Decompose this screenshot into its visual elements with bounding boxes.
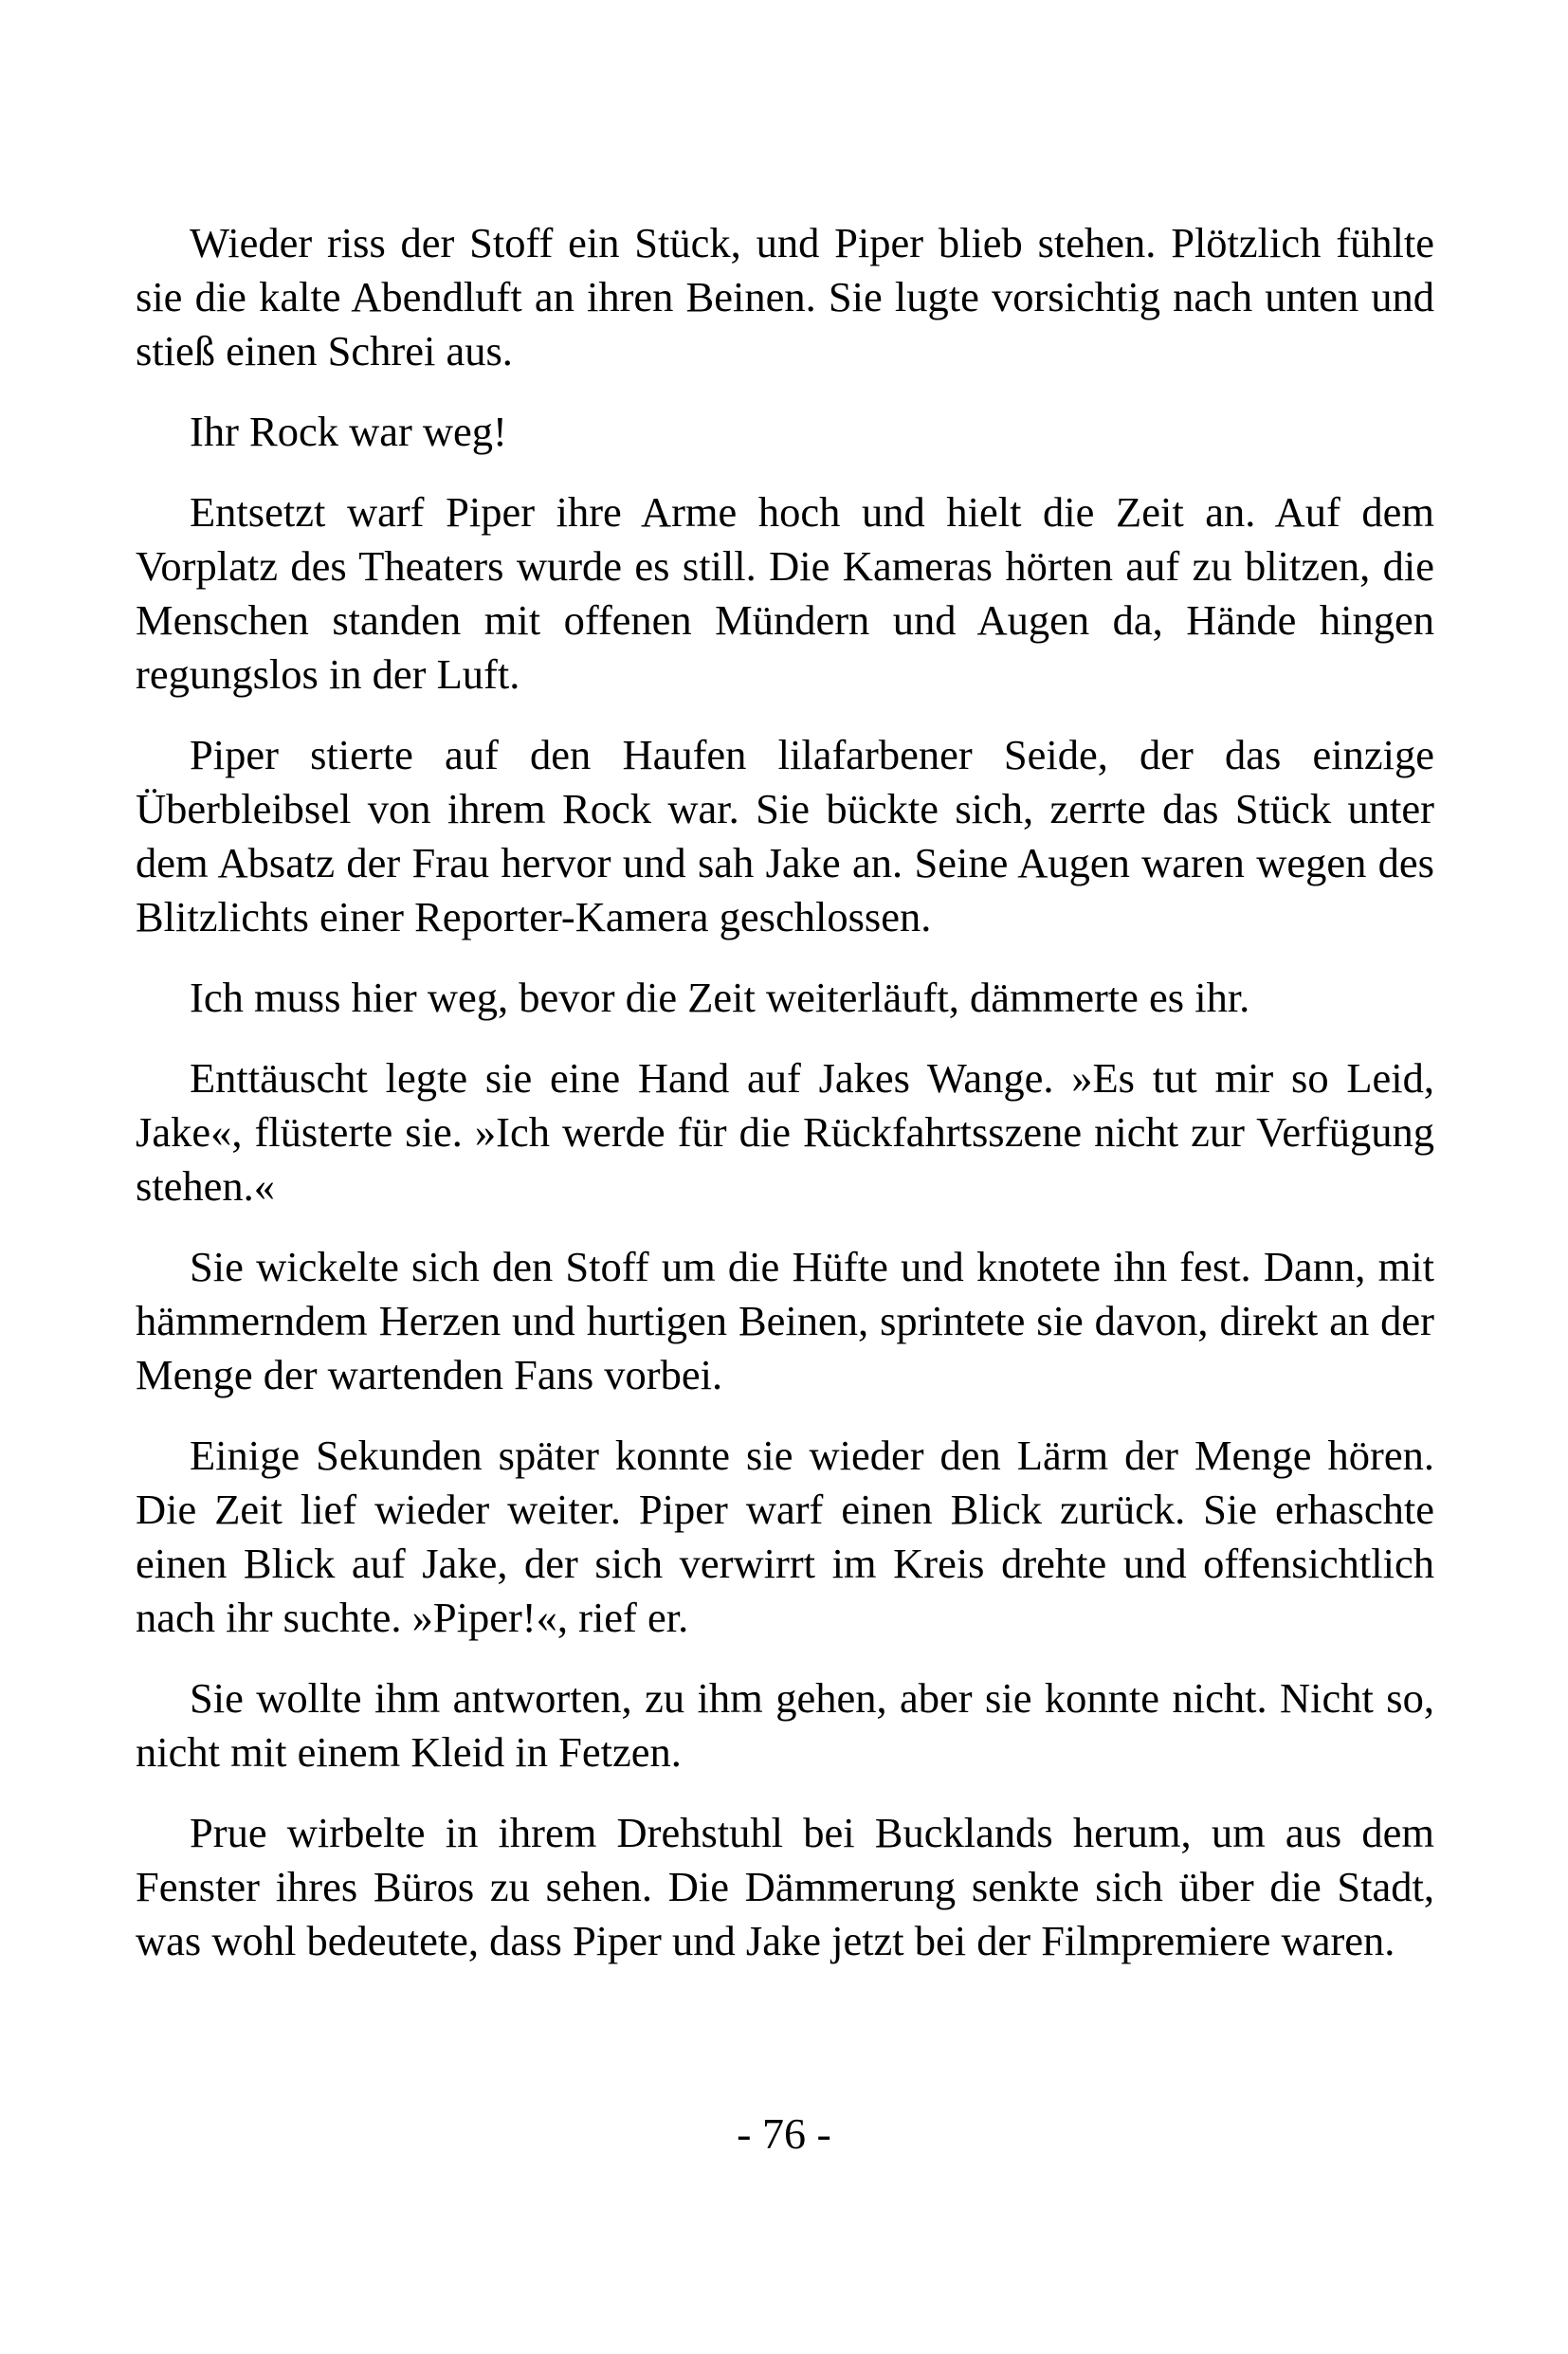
paragraph-4: Piper stierte auf den Haufen lilafarbener Seide, der das einzige Überbleibsel von ihrem Rock war. Sie bückte sich, zerrte das Stück unter dem Absatz der Frau hervor und sah Jake an. Seine Augen waren wegen des Blitzlichts einer Reporter-Kamera geschlossen.: [136, 731, 1434, 940]
page-number: - 76 -: [737, 2109, 831, 2158]
paragraph-9: Sie wollte ihm antworten, zu ihm gehen, aber sie konnte nicht. Nicht so, nicht mit einem Kleid in Fetzen.: [136, 1674, 1434, 1776]
paragraph-5: Ich muss hier weg, bevor die Zeit weiterläuft, dämmerte es ihr.: [190, 974, 1250, 1021]
paragraph-8: Einige Sekunden später konnte sie wieder den Lärm der Menge hören. Die Zeit lief wieder weiter. Piper warf einen Blick zurück. Sie erhaschte einen Blick auf Jake, der sich verwirrt im Kreis drehte und offensichtlich nach ihr suchte. »Piper!«, rief er.: [136, 1432, 1434, 1641]
page-body: [136, 216, 1434, 1968]
paragraph-1: Wieder riss der Stoff ein Stück, und Piper blieb stehen. Plötzlich fühlte sie die kalte Abendluft an ihren Beinen. Sie lugte vorsichtig nach unten und stieß einen Schrei aus.: [136, 219, 1434, 374]
paragraph-2: Ihr Rock war weg!: [190, 408, 507, 455]
paragraph-6: Enttäuscht legte sie eine Hand auf Jakes Wange. »Es tut mir so Leid, Jake«, flüsterte sie. »Ich werde für die Rückfahrtsszene nicht zur Verfügung stehen.«: [136, 1054, 1434, 1210]
paragraph-3: Entsetzt warf Piper ihre Arme hoch und hielt die Zeit an. Auf dem Vorplatz des Theaters wurde es still. Die Kameras hörten auf zu blitzen, die Menschen standen mit offenen Mündern und Augen da, Hände hingen regungslos in der Luft.: [136, 488, 1434, 698]
paragraph-7: Sie wickelte sich den Stoff um die Hüfte und knotete ihn fest. Dann, mit hämmerndem Herzen und hurtigen Beinen, sprintete sie davon, direkt an der Menge der wartenden Fans vorbei.: [136, 1243, 1434, 1398]
paragraph-10: Prue wirbelte in ihrem Drehstuhl bei Bucklands herum, um aus dem Fenster ihres Büros zu sehen. Die Dämmerung senkte sich über die Stadt, was wohl bedeutete, dass Piper und Jake jetzt bei der Filmpremiere waren.: [136, 1809, 1434, 1964]
